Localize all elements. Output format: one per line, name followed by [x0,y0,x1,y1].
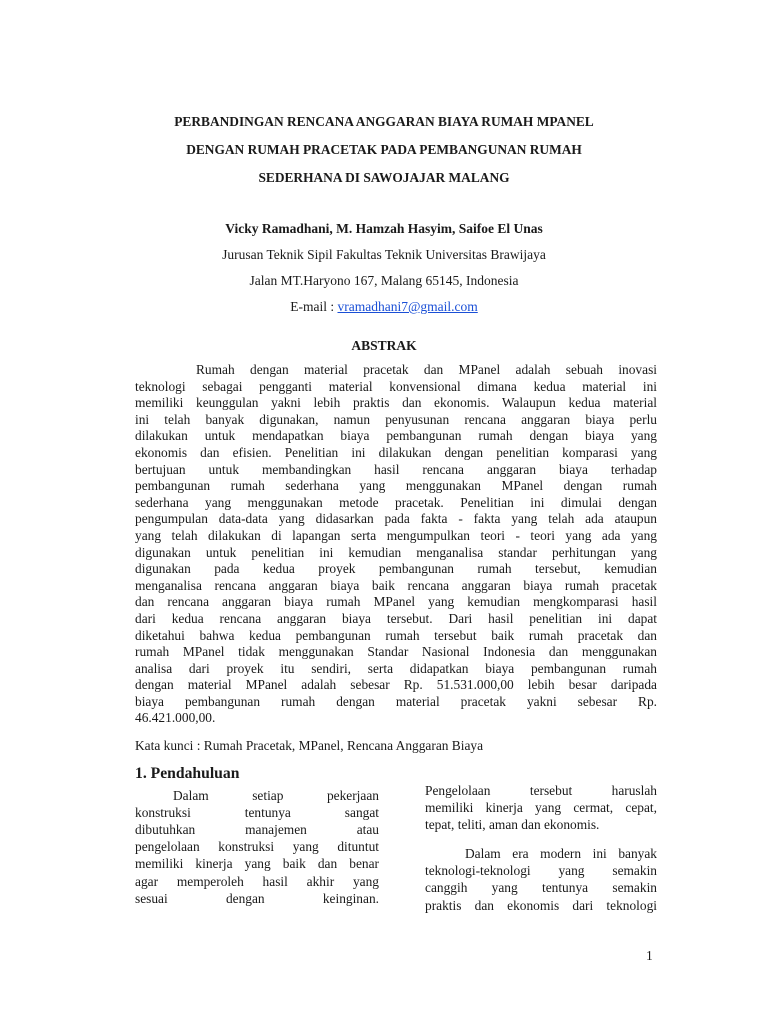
text-line: digunakan untuk penelitian ini kemudian menganalisa standar perhitungan yang [135,544,657,560]
author-address: Jalan MT.Haryono 167, Malang 65145, Indonesia [249,273,519,288]
text-line: sesuai dengan keinginan. [135,890,379,906]
keywords: Kata kunci : Rumah Pracetak, MPanel, Rencana Anggaran Biaya [135,738,484,753]
text-line: menganalisa rencana anggaran biaya baik rencana anggaran biaya rumah pracetak [135,577,657,593]
text-line: Dalam setiap pekerjaan [173,788,379,804]
text-line: analisa dari proyek itu sendiri, serta didapatkan biaya pembangunan rumah [135,660,657,676]
text-line: praktis dan ekonomis dari teknologi [425,897,657,913]
text-line: yang telah dilakukan di lapangan serta mengumpulkan teori - teori yang ada yang [135,527,657,543]
text-line: konstruksi tentunya sangat [135,805,379,821]
text-line: teknologi-teknologi yang semakin [425,863,657,879]
title-line: PERBANDINGAN RENCANA ANGGARAN BIAYA RUMAH MPANEL [174,114,594,129]
title-line: DENGAN RUMAH PRACETAK PADA PEMBANGUNAN RUMAH [186,142,582,157]
intro-left-column [135,765,379,907]
text-line: pembangunan rumah sederhana yang menggunakan MPanel dengan rumah [135,478,657,494]
section-heading: 1. Pendahuluan [135,765,240,782]
text-line: Dalam era modern ini banyak [465,846,657,862]
abstract-body [135,362,657,727]
text-line: memiliki kinerja yang baik dan benar [135,856,379,872]
paper-title [100,108,668,192]
text-line: dibutuhkan manajemen atau [135,822,379,838]
text-line: diketahui bahwa kedua pembangunan rumah tersebut baik rumah pracetak dan [135,627,657,643]
intro-paragraph [425,845,657,913]
email-link[interactable]: vramadhani7@gmail.com [337,299,478,314]
text-line: agar memperoleh hasil akhir yang [135,873,379,889]
text-line: ini telah banyak digunakan, namun penyusunan rencana anggaran biaya perlu [135,411,657,427]
text-line: dari kedua rencana anggaran biaya tersebut. Dari hasil penelitian ini dapat [135,610,657,626]
title-line: SEDERHANA DI SAWOJAJAR MALANG [258,170,510,185]
text-line: memiliki keunggulan yakni lebih praktis dan ekonomis. Walaupun kedua material [135,395,657,411]
author-email-line [100,294,668,320]
text-line: rumah MPanel tidak menggunakan Standar Nasional Indonesia dan menggunakan [135,644,657,660]
text-line: dengan material MPanel adalah sebesar Rp. 51.531.000,00 lebih besar daripada [135,677,657,693]
text-line: dilakukan untuk mendapatkan biaya pembangunan rumah dengan biaya yang [135,428,657,444]
text-line: biaya pembangunan rumah dengan material pracetak yakni sebesar Rp. [135,693,657,709]
author-affiliation: Jurusan Teknik Sipil Fakultas Teknik Universitas Brawijaya [222,247,546,262]
author-names: Vicky Ramadhani, M. Hamzah Hasyim, Saifoe El Unas [225,221,543,236]
author-block [100,216,668,320]
intro-paragraph [135,787,379,907]
abstract-heading: ABSTRAK [351,338,417,353]
text-line: pengumpulan data-data yang didasarkan pada fakta - fakta yang telah ada ataupun [135,511,657,527]
intro-paragraph [425,782,657,833]
text-line: pengelolaan konstruksi yang dituntut [135,839,379,855]
text-line: digunakan pada kedua proyek pembangunan rumah tersebut, kemudian [135,561,657,577]
intro-right-column [425,782,657,914]
text-line: Pengelolaan tersebut haruslah [425,783,657,798]
text-line: tepat, teliti, aman dan ekonomis. [425,817,600,833]
text-line: bertujuan untuk membandingkan hasil rencana anggaran biaya terhadap [135,461,657,477]
text-line: sederhana yang menggunakan metode pracetak. Penelitian ini dimulai dengan [135,494,657,510]
text-line: 46.421.000,00. [135,710,216,726]
email-label: E-mail : [290,299,338,314]
text-line: ekonomis dan efisien. Penelitian ini dilakukan dengan penelitian komparasi yang [135,444,657,460]
text-line: memiliki kinerja yang cermat, cepat, [425,800,657,816]
page-number: 1 [646,948,653,963]
text-line: teknologi sebagai pengganti material konvensional dimana kedua material ini [135,378,657,394]
text-line: Rumah dengan material pracetak dan MPanel adalah sebuah inovasi [196,362,657,377]
text-line: canggih yang tentunya semakin [425,880,657,896]
text-line: dan rencana anggaran biaya rumah MPanel yang kemudian mengkomparasi hasil [135,594,657,610]
